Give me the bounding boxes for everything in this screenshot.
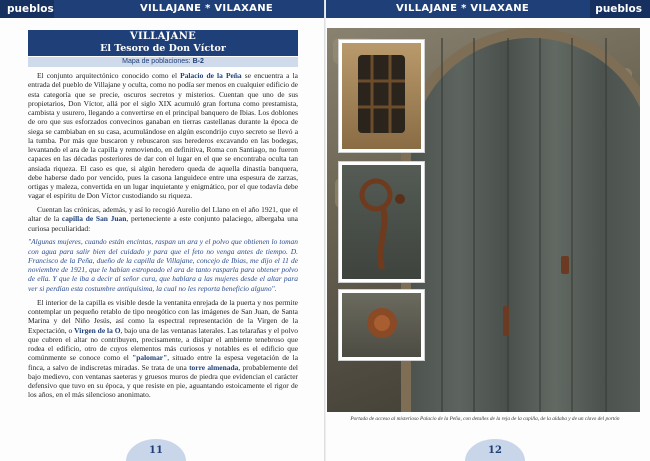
window-grille-inset [339,40,424,152]
door-plank-line [571,38,573,412]
paragraph-1 [28,71,298,201]
text-run: se encuentra a la entrada del pueblo de Villajane y oculta, como no podía ser menos en cualquier edificio de esta categoría que se precie, oscuros secretos y misterios. Cuentan que uno de sus propietarios, Don Víctor, allá por el siglo XIX acumuló gran fortuna como prestamista, cambista y usurero, llegando a convertirse en el principal banquero de Ibias. Los doblones de oro que sus esforzados convecinos ganaban en tierras castellanas durante la época de siega se cambiaban en su casa, acumulándose en algún escondrijo cuyo secreto se llevó a la tumba. Por más que buscaron y rebuscaron sus herederos excavando en las bodegas, levantando el ara de la capilla y removiendo, en definitiva, Roma con Santiago, no fueron capaces en las décadas posteriores de dar con el lugar en el que se encontraba oculta tan ansiada riqueza. El caso es que, si algún heredero queda de aquella dinastía banquera, debe haberse dado por vencido, pues la casona languidece entre una espesura de zarzas, ortigas y maleza, convertida en un lugar inquietante y enigmático, por el que todavía debe vagar el espíritu de Don Víctor custodiando su riqueza. [28,71,298,201]
map-reference-value: B-2 [192,58,204,65]
page-number-right: 12 [465,439,525,461]
paragraph-2 [28,205,298,233]
text-run: , situado entre la espesa vegetación de la finca, a salvo de indiscretas miradas. Se trata de una [28,353,299,372]
highlight-palacio: Palacio de la Peña [180,71,242,80]
right-section-tab: pueblos [590,0,650,18]
wooden-door-arch [401,28,640,412]
highlight-palomar: "palomar" [132,353,168,363]
highlight-virgen: Virgen de la O [74,325,121,335]
map-reference-label: Mapa de poblaciones: [122,58,191,65]
article-title-box [28,30,298,56]
text-run: El interior de la capilla es visible desde la ventanita enrejada de la puerta y nos permite contemplar un pequeño retablo de tipo neogótico con las imágenes de San Juan, de Santa Marina y del Niño Jesús, así como la espectral representación de la Virgen de la Expectación, o [28,297,298,335]
map-reference [28,57,298,67]
photo-caption: Portada de acceso al misterioso Palacio de la Peña, con detalles de la reja de la capilla, de la aldaba y de un clavo del portón [350,416,620,422]
door-knocker-inset [339,162,424,282]
highlight-torre: torre almenada [189,362,239,372]
door-nail-icon [342,293,421,357]
text-run: Cuentan las crónicas, además, y así lo recogió Aurelio del Llano en el año 1921, que el altar de la [28,205,298,224]
text-run: , perteneciente a este conjunto palaciego, albergaba una curiosa peculiaridad: [28,214,298,233]
door-plank-line [605,38,607,412]
door-latch [561,256,569,274]
quote-block: "Algunas mujeres, cuando están encintas, raspan un ara y el polvo que obtienen lo toman con agua para salir bien del cuidado y para que el feto no venga antes de tiempo. D. Francisco de la Peña, dueño de la capilla de Villajane, concejo de Ibias, me dijo el 11 de noviembre de 1921, que le habían estropeado el ara de tanto rasparla para obtener polvo de ella. Y que le iba a decir al señor cura, que hablara a las mujeres desde el altar para ver si perdían esta costumbre antiquísima, la cual no les reporta beneficio alguno". [28,237,298,293]
door-hinge [503,306,509,336]
article-title: VILLAJANE [129,31,197,42]
door-knocker-icon [342,165,421,279]
page-number-left: 11 [126,439,186,461]
left-section-tab: pueblos [0,0,54,18]
door-nail-inset [339,290,424,360]
text-run: , bajo una de las ventanas laterales. Las telarañas y el polvo que cubren el altar no contribuyen, precisamente, a disipar el ambiente tenebroso que rodea el edificio, otro de cuyos elementos más curiosos y notables es el edificio que comúnmente se conoce como el [28,325,298,363]
article-body [28,71,298,404]
text-run: El conjunto arquitectónico conocido como el [37,71,181,80]
paragraph-3 [28,298,298,400]
highlight-capilla: capilla de San Juan [61,214,127,224]
door-plank-line [507,38,509,412]
left-running-title: VILLAJANE * VILAXANE [140,3,274,14]
door-plank-line [441,38,443,412]
door-plank-line [473,38,475,412]
text-run: , probablemente del bajo medievo, con ventanas saeteras y gruesos muros de piedra que evidencian el carácter defensivo que tuvo en su época, y que resiste en pie, aguantando estoicamente el rigor de los años, en el más silencioso anonimato. [28,362,298,400]
page-gutter [324,0,326,461]
article-subtitle: El Tesoro de Don Víctor [100,43,226,54]
door-plank-line [539,38,541,412]
right-running-title: VILLAJANE * VILAXANE [396,3,530,14]
window-grille-icon [342,43,421,149]
